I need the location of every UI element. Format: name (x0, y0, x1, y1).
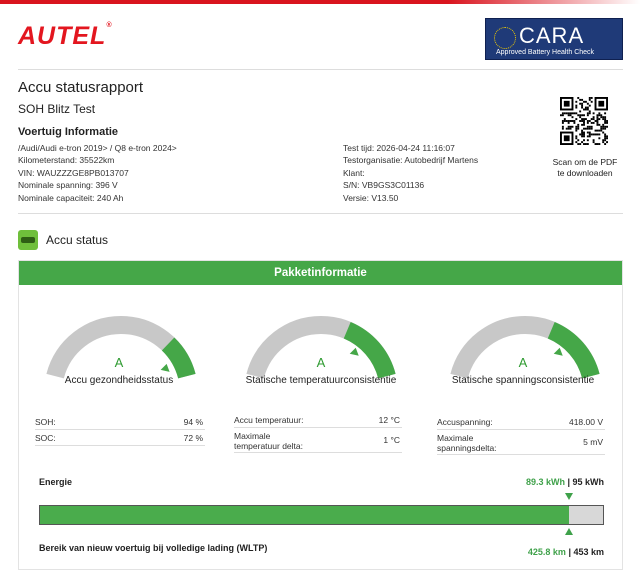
health-grade: A (114, 355, 124, 370)
test-time: Test tijd: 2026-04-24 11:16:07 (343, 143, 455, 153)
max-voltage-delta-row: Maximale spanningsdelta: 5 mV (437, 433, 603, 453)
vehicle-info-left (18, 142, 177, 204)
autel-logo: AUTEL® (18, 22, 113, 50)
qr-caption: Scan om de PDF te downloaden (552, 157, 618, 178)
temperature-gauge-label: Statische temperatuurconsistentie (245, 375, 397, 386)
vehicle-vin: VIN: WAUZZZGE8PB013707 (18, 167, 129, 178)
vehicle-info-right (343, 142, 478, 204)
pack-info-heading: Pakketinformatie (19, 261, 622, 285)
max-temperature-delta-row: Maximale temperatuur delta: 1 °C (234, 431, 400, 451)
cara-badge (485, 18, 623, 60)
serial-number: S/N: VB9GS3C01136 (343, 180, 425, 191)
customer: Klant: (343, 167, 365, 178)
report-subtitle: SOH Blitz Test (18, 102, 96, 116)
voltage-gauge-label: Statische spanningsconsistentie (451, 375, 595, 386)
gauge-pointer (554, 348, 563, 356)
energy-bar-fill (40, 506, 569, 524)
gauge-pointer (161, 364, 170, 372)
energy-value: 89.3 kWh | 95 kWh (525, 477, 604, 487)
cara-title: CARA (519, 23, 585, 48)
divider (18, 69, 623, 70)
battery-voltage-row: Accuspanning: 418.00 V (437, 417, 605, 430)
qr-code-icon[interactable] (560, 97, 608, 145)
energy-marker-bottom (565, 528, 573, 535)
gauge-pointer (350, 348, 359, 356)
health-gauge-label: Accu gezondheidsstatus (64, 375, 174, 386)
energy-bar (39, 505, 604, 525)
vehicle-model: /Audi/Audi e-tron 2019> / Q8 e-tron 2024> (18, 143, 177, 153)
voltage-grade: A (518, 355, 528, 370)
gauge-level (168, 344, 187, 376)
vehicle-nominal-capacity: Nominale capaciteit: 240 Ah (18, 192, 124, 203)
version: Versie: V13.50 (343, 192, 399, 203)
pack-info-panel (18, 260, 623, 570)
test-organisation: Testorganisatie: Autobedrijf Martens (343, 155, 479, 166)
top-accent-line (0, 0, 640, 4)
energy-label: Energie (39, 477, 73, 487)
vehicle-nominal-voltage: Nominale spanning: 396 V (18, 180, 118, 191)
vehicle-mileage: Kilometerstand: 35522km (18, 155, 115, 166)
range-value: 425.8 km | 453 km (527, 547, 604, 557)
battery-temperature-row: Accu temperatuur: 12 °C (234, 415, 402, 428)
soh-row: SOH: 94 % (35, 417, 205, 430)
cara-subtitle: Approved Battery Health Check (496, 49, 595, 56)
eu-stars-icon (494, 27, 516, 49)
battery-icon (18, 230, 38, 250)
range-label: Bereik van nieuw voertuig bij volledige lading (WLTP) (39, 543, 268, 553)
report-title: Accu statusrapport (18, 79, 144, 96)
temperature-grade: A (316, 355, 326, 370)
divider (18, 213, 623, 214)
vehicle-info-heading: Voertuig Informatie (18, 126, 119, 138)
soc-row: SOC: 72 % (35, 433, 205, 446)
battery-status-title: Accu status (46, 233, 109, 247)
energy-marker-top (565, 493, 573, 500)
